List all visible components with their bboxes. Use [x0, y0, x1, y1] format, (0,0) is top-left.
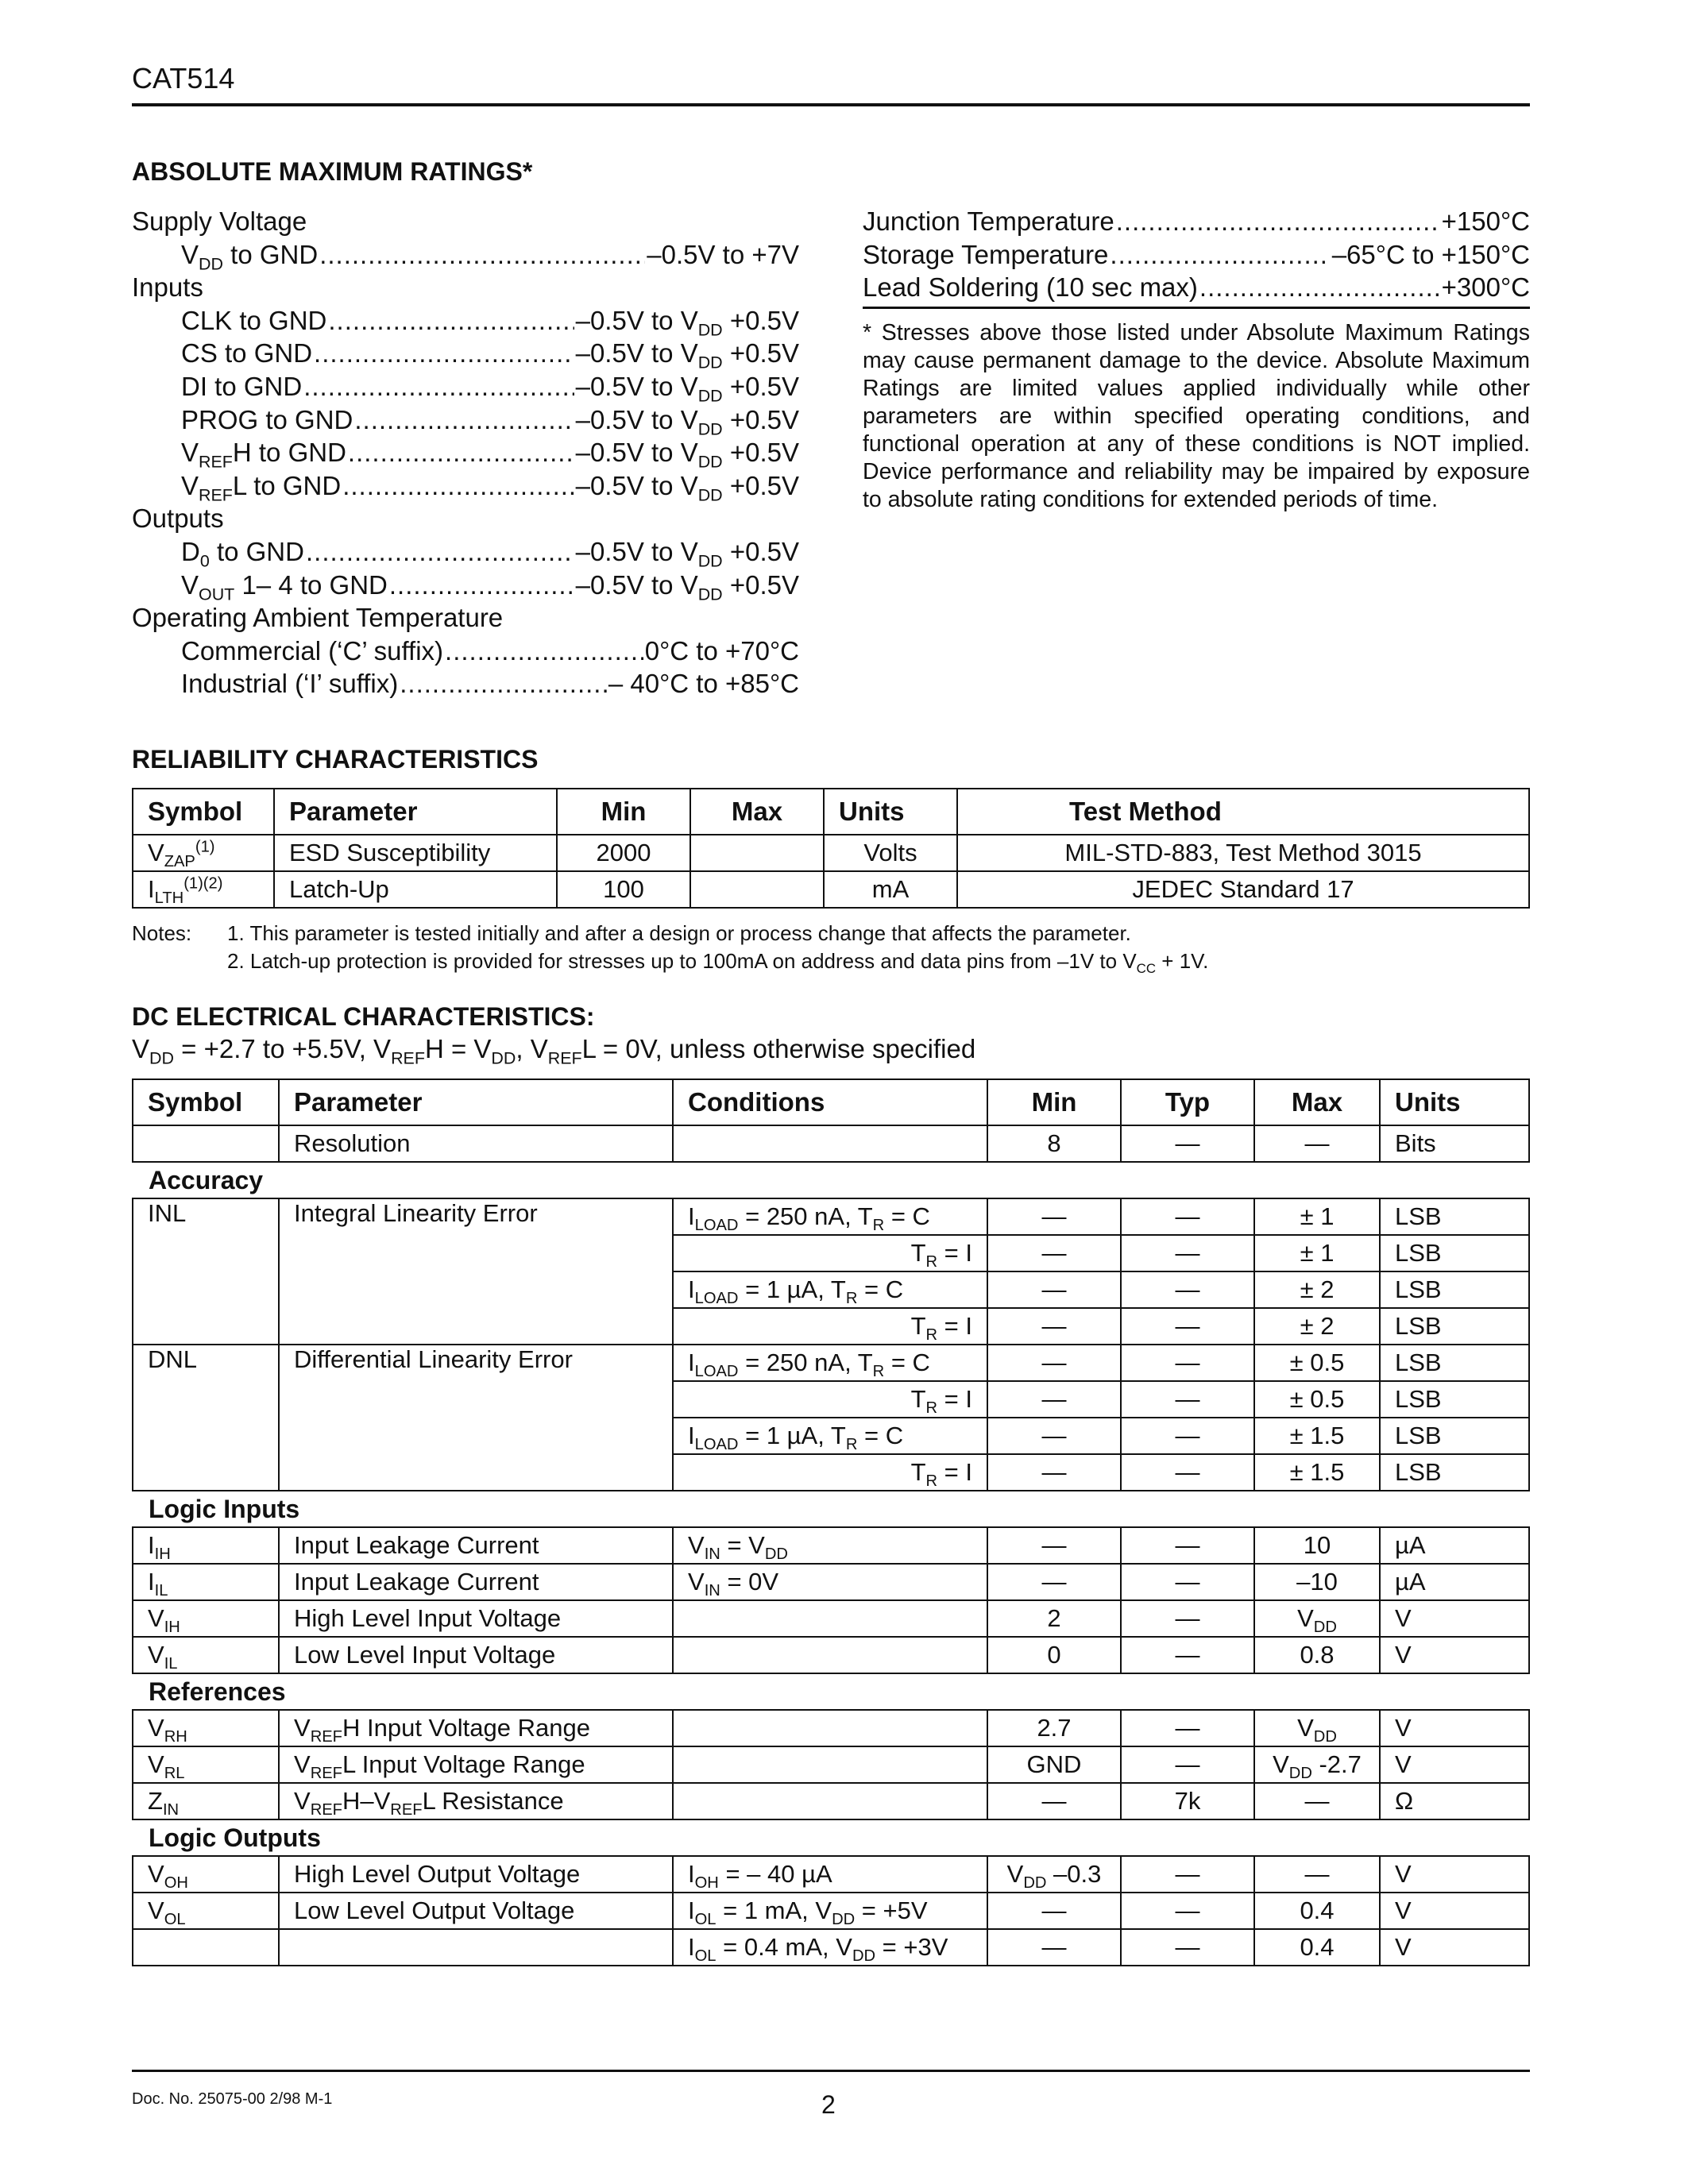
max-cell: ± 2	[1254, 1271, 1380, 1308]
typ-cell: 7k	[1121, 1783, 1254, 1819]
max-cell: –10	[1254, 1564, 1380, 1600]
units-cell: V	[1380, 1929, 1529, 1966]
min-cell: —	[987, 1418, 1121, 1454]
rating-row	[132, 238, 799, 272]
units-cell: V	[1380, 1637, 1529, 1673]
rating-value: –0.5V to $V_{DD} +0.5V$	[575, 438, 799, 472]
typ-cell: —	[1121, 1564, 1254, 1600]
typ-cell: —	[1121, 1308, 1254, 1345]
max-cell: 0.4	[1254, 1893, 1380, 1929]
units-cell: V	[1380, 1893, 1529, 1929]
leader-dots	[328, 304, 574, 338]
group-accuracy	[133, 1162, 1529, 1198]
symbol-cell: $V_{OH}$	[133, 1856, 279, 1893]
conditions-cell	[673, 1125, 987, 1162]
rating-label: $V_{REF}L$ to GND	[181, 470, 342, 505]
max-cell: ± 0.5	[1254, 1381, 1380, 1418]
conditions-cell: $T_R = I$	[673, 1381, 987, 1418]
reliability-notes	[132, 920, 1208, 975]
leader-dots	[306, 535, 574, 569]
table-row	[133, 1746, 1529, 1783]
typ-cell: —	[1121, 1454, 1254, 1491]
rating-row	[132, 635, 799, 668]
group-logic-outputs	[133, 1819, 1529, 1856]
leader-dots	[1110, 238, 1330, 272]
group-label: References	[149, 1677, 286, 1706]
rating-row	[132, 667, 799, 700]
rating-row	[863, 238, 1530, 272]
rating-row	[132, 469, 799, 503]
typ-cell: —	[1121, 1746, 1254, 1783]
units-cell: V	[1380, 1600, 1529, 1637]
conditions-cell	[673, 1637, 987, 1673]
parameter-cell: $V_{REF}H-V_{REF}L$ Resistance	[279, 1783, 673, 1819]
group-label: Logic Inputs	[149, 1494, 300, 1523]
rating-value: –0.5V to $V_{DD} +0.5V$	[575, 569, 799, 604]
conditions-cell: $I_{OH}$ = – 40 µA	[673, 1856, 987, 1893]
min-cell: 8	[987, 1125, 1121, 1162]
conditions-cell: $I_{LOAD} = 1$ µA, $T_R = C$	[673, 1418, 987, 1454]
col-min: Min	[557, 789, 690, 835]
typ-cell: —	[1121, 1345, 1254, 1381]
symbol-cell: $V_{IH}$	[133, 1600, 279, 1637]
parameter-cell: Low Level Output Voltage	[279, 1893, 673, 1929]
parameter-cell: ESD Susceptibility	[274, 835, 557, 871]
max-cell: $V_{DD}$ -2.7	[1254, 1746, 1380, 1783]
conditions-cell: $I_{LOAD} = 1$ µA, $T_R = C$	[673, 1271, 987, 1308]
max-cell: 10	[1254, 1527, 1380, 1564]
min-cell: 100	[557, 871, 690, 908]
max-cell: —	[1254, 1125, 1380, 1162]
units-cell: LSB	[1380, 1381, 1529, 1418]
table-row	[133, 1929, 1529, 1966]
page-header-title: CAT514	[132, 62, 235, 95]
col-max: Max	[1254, 1079, 1380, 1125]
typ-cell: —	[1121, 1381, 1254, 1418]
amr-left-list	[132, 205, 799, 700]
units-cell: LSB	[1380, 1454, 1529, 1491]
leader-dots	[445, 635, 643, 668]
min-cell: —	[987, 1235, 1121, 1271]
page-number: 2	[821, 2090, 836, 2119]
rating-label: CS to GND	[181, 338, 313, 369]
rating-label: $V_{OUT}$ 1– 4 to GND	[181, 569, 388, 604]
reliability-table	[132, 788, 1530, 909]
amr-title: ABSOLUTE MAXIMUM RATINGS*	[132, 157, 533, 186]
units-cell: Bits	[1380, 1125, 1529, 1162]
dc-header-row	[133, 1079, 1529, 1125]
min-cell: —	[987, 1454, 1121, 1491]
rating-row	[863, 205, 1530, 238]
table-row	[133, 871, 1529, 908]
min-cell: —	[987, 1527, 1121, 1564]
rating-row	[132, 370, 799, 406]
units-cell: LSB	[1380, 1198, 1529, 1235]
group-references	[133, 1673, 1529, 1710]
leader-dots	[389, 569, 574, 602]
max-cell: ± 1.5	[1254, 1454, 1380, 1491]
max-cell: $V_{DD}$	[1254, 1600, 1380, 1637]
rating-label: Lead Soldering (10 sec max)	[863, 272, 1198, 303]
units-cell: LSB	[1380, 1418, 1529, 1454]
rating-row	[132, 304, 799, 338]
typ-cell: —	[1121, 1418, 1254, 1454]
units-cell: LSB	[1380, 1308, 1529, 1345]
max-cell: —	[1254, 1783, 1380, 1819]
rating-row	[132, 569, 799, 602]
conditions-cell: $T_R = I$	[673, 1454, 987, 1491]
conditions-cell	[673, 1600, 987, 1637]
units-cell: µA	[1380, 1527, 1529, 1564]
min-cell: —	[987, 1271, 1121, 1308]
rating-label: $V_{DD}$ to GND	[181, 239, 319, 274]
col-conditions: Conditions	[673, 1079, 987, 1125]
symbol-cell	[133, 1125, 279, 1162]
leader-dots	[319, 238, 645, 272]
dc-table	[132, 1078, 1530, 1966]
min-cell: —	[987, 1198, 1121, 1235]
max-cell: —	[1254, 1856, 1380, 1893]
conditions-cell: $T_R = I$	[673, 1308, 987, 1345]
rating-value: –0.5V to $V_{DD} +0.5V$	[575, 371, 799, 406]
units-cell: V	[1380, 1746, 1529, 1783]
parameter-cell: Resolution	[279, 1125, 673, 1162]
parameter-cell: Input Leakage Current	[279, 1564, 673, 1600]
units-cell: LSB	[1380, 1235, 1529, 1271]
rating-label: DI to GND	[181, 371, 303, 401]
units-cell: µA	[1380, 1564, 1529, 1600]
method-cell: MIL-STD-883, Test Method 3015	[957, 835, 1529, 871]
rating-row	[132, 535, 799, 569]
max-cell: 0.4	[1254, 1929, 1380, 1966]
min-cell: $V_{DD}$ –0.3	[987, 1856, 1121, 1893]
parameter-cell: Integral Linearity Error	[279, 1198, 673, 1345]
leader-dots	[1199, 271, 1440, 304]
conditions-cell: $I_{OL} = 0.4$ mA, $V_{DD} = +3V$	[673, 1929, 987, 1966]
leader-dots	[1116, 205, 1440, 238]
col-symbol: Symbol	[133, 789, 274, 835]
parameter-cell: High Level Output Voltage	[279, 1856, 673, 1893]
group-logic-inputs	[133, 1491, 1529, 1527]
typ-cell: —	[1121, 1710, 1254, 1746]
notes-label: Notes:	[132, 921, 192, 945]
parameter-cell: Low Level Input Voltage	[279, 1637, 673, 1673]
symbol-cell: $V_{RL}$	[133, 1746, 279, 1783]
typ-cell: —	[1121, 1929, 1254, 1966]
rating-row	[132, 403, 799, 437]
min-cell: —	[987, 1929, 1121, 1966]
min-cell: —	[987, 1345, 1121, 1381]
leader-dots	[348, 436, 574, 469]
parameter-cell: Differential Linearity Error	[279, 1345, 673, 1491]
rating-value: –0.5V to $V_{DD} +0.5V$	[575, 536, 799, 571]
rating-row	[132, 436, 799, 472]
parameter-cell	[279, 1929, 673, 1966]
rating-value: –0.5V to $V_{DD} +0.5V$	[575, 338, 799, 372]
amr-note: * Stresses above those listed under Absolute Maximum Ratings may cause permanent damage to the device. Absolute Maximum Ratings are limited values applied individually while other parameters are within specified operating conditions, and functional operation at any of these conditions is NOT implied. Device performance and reliability may be impaired by exposure to absolute rating conditions for extended periods of time.	[863, 320, 1530, 512]
table-row	[133, 1783, 1529, 1819]
col-units: Units	[1380, 1079, 1529, 1125]
max-cell: ± 1	[1254, 1235, 1380, 1271]
table-row	[133, 1600, 1529, 1637]
rating-label: $V_{REF}H$ to GND	[181, 438, 346, 472]
symbol-cell: $I_{IL}$	[133, 1564, 279, 1600]
units-cell: LSB	[1380, 1345, 1529, 1381]
rating-value: –0.5V to +7V	[647, 239, 799, 269]
symbol-cell: $V_{IL}$	[133, 1637, 279, 1673]
table-row	[133, 1564, 1529, 1600]
rating-row	[132, 337, 799, 370]
units-cell: Ω	[1380, 1783, 1529, 1819]
col-symbol: Symbol	[133, 1079, 279, 1125]
symbol-cell: $Z_{IN}$	[133, 1783, 279, 1819]
col-test-method: Test Method	[957, 789, 1529, 835]
rating-value: +300°C	[1441, 272, 1530, 303]
units-cell: V	[1380, 1856, 1529, 1893]
typ-cell: —	[1121, 1637, 1254, 1673]
conditions-cell: $I_{LOAD} = 250$ nA, $T_R = C$	[673, 1345, 987, 1381]
max-cell: ± 1	[1254, 1198, 1380, 1235]
symbol-cell: $V_{OL}$	[133, 1893, 279, 1929]
typ-cell: —	[1121, 1893, 1254, 1929]
table-row	[133, 1125, 1529, 1162]
reliability-header-row	[133, 789, 1529, 835]
units-cell: mA	[824, 871, 957, 908]
rating-value: –0.5V to $V_{DD} +0.5V$	[575, 305, 799, 340]
rating-value: –65°C to +150°C	[1331, 239, 1530, 269]
parameter-cell: $V_{REF}H$ Input Voltage Range	[279, 1710, 673, 1746]
group-label: Accuracy	[149, 1165, 264, 1194]
parameter-cell: Input Leakage Current	[279, 1527, 673, 1564]
min-cell: —	[987, 1564, 1121, 1600]
conditions-cell: $I_{OL} = 1$ mA, $V_{DD} = +5V$	[673, 1893, 987, 1929]
table-row	[133, 1710, 1529, 1746]
parameter-cell: High Level Input Voltage	[279, 1600, 673, 1637]
symbol-cell: $V_{RH}$	[133, 1710, 279, 1746]
col-typ: Typ	[1121, 1079, 1254, 1125]
rating-value: –0.5V to $V_{DD} +0.5V$	[575, 470, 799, 505]
conditions-cell: $V_{IN} = V_{DD}$	[673, 1527, 987, 1564]
table-row	[133, 1856, 1529, 1893]
units-cell: Volts	[824, 835, 957, 871]
col-min: Min	[987, 1079, 1121, 1125]
conditions-cell: $T_R = I$	[673, 1235, 987, 1271]
conditions-cell	[673, 1783, 987, 1819]
table-row	[133, 1527, 1529, 1564]
rating-value: +150°C	[1441, 206, 1530, 236]
rating-label: Industrial (‘I’ suffix)	[181, 669, 399, 699]
footer-rule	[132, 2070, 1530, 2072]
conditions-cell	[673, 1710, 987, 1746]
rating-label: $D_0$ to GND	[181, 536, 304, 571]
typ-cell: —	[1121, 1856, 1254, 1893]
typ-cell: —	[1121, 1527, 1254, 1564]
note-1: 1. This parameter is tested initially and after a design or process change that affects the parameter.	[227, 921, 1131, 945]
typ-cell: —	[1121, 1125, 1254, 1162]
leader-dots	[400, 667, 607, 700]
max-cell	[690, 871, 824, 908]
leader-dots	[342, 469, 574, 503]
min-cell: —	[987, 1308, 1121, 1345]
min-cell: 2.7	[987, 1710, 1121, 1746]
leader-dots	[303, 370, 574, 403]
dc-title: DC ELECTRICAL CHARACTERISTICS:	[132, 1002, 595, 1031]
typ-cell: —	[1121, 1235, 1254, 1271]
rating-group-label: Outputs	[132, 504, 224, 534]
min-cell: —	[987, 1381, 1121, 1418]
rating-group-label: Inputs	[132, 272, 203, 303]
rating-group-label: Operating Ambient Temperature	[132, 603, 504, 633]
col-max: Max	[690, 789, 824, 835]
min-cell: 0	[987, 1637, 1121, 1673]
parameter-cell: Latch-Up	[274, 871, 557, 908]
dc-subtitle: $V_{DD} = +2.7$ to +5.5V, $V_{REF}H = V_{DD}$, $V_{REF}L = 0V$, unless otherwise specified	[132, 1034, 976, 1068]
min-cell: —	[987, 1893, 1121, 1929]
rating-label: PROG to GND	[181, 404, 353, 434]
typ-cell: —	[1121, 1271, 1254, 1308]
footer-doc-number: Doc. No. 25075-00 2/98 M-1	[132, 2090, 333, 2108]
parameter-cell: $V_{REF}L$ Input Voltage Range	[279, 1746, 673, 1783]
max-cell: ± 1.5	[1254, 1418, 1380, 1454]
max-cell	[690, 835, 824, 871]
rating-value: 0°C to +70°C	[644, 635, 799, 666]
rating-label: Storage Temperature	[863, 239, 1109, 269]
rating-group-label: Supply Voltage	[132, 206, 307, 236]
reliability-title: RELIABILITY CHARACTERISTICS	[132, 745, 539, 774]
conditions-cell	[673, 1746, 987, 1783]
max-cell: ± 2	[1254, 1308, 1380, 1345]
symbol-cell: DNL	[133, 1345, 279, 1491]
rating-value: – 40°C to +85°C	[608, 669, 799, 699]
max-cell: ± 0.5	[1254, 1345, 1380, 1381]
note-2: 2. Latch-up protection is provided for stresses up to 100mA on address and data pins from –1V to $V_{CC} + 1V$.	[227, 949, 1209, 977]
group-label: Logic Outputs	[149, 1823, 321, 1852]
method-cell: JEDEC Standard 17	[957, 871, 1529, 908]
table-row	[133, 1637, 1529, 1673]
typ-cell: —	[1121, 1198, 1254, 1235]
max-cell: $V_{DD}$	[1254, 1710, 1380, 1746]
header-rule	[132, 103, 1530, 106]
table-row	[133, 835, 1529, 871]
rating-row	[863, 271, 1530, 304]
min-cell: 2	[987, 1600, 1121, 1637]
rating-label: Junction Temperature	[863, 206, 1114, 236]
amr-right-list	[863, 205, 1530, 304]
conditions-cell: $I_{LOAD} = 250$ nA, $T_R = C$	[673, 1198, 987, 1235]
table-row	[133, 1345, 1529, 1381]
min-cell: —	[987, 1783, 1121, 1819]
typ-cell: —	[1121, 1600, 1254, 1637]
min-cell: GND	[987, 1746, 1121, 1783]
leader-dots	[354, 403, 574, 437]
rating-label: Commercial (‘C’ suffix)	[181, 635, 444, 666]
units-cell: LSB	[1380, 1271, 1529, 1308]
symbol-cell: $V_{ZAP}^{(1)}$	[133, 835, 274, 871]
symbol-cell: $I_{LTH}^{(1)(2)}$	[133, 871, 274, 908]
max-cell: 0.8	[1254, 1637, 1380, 1673]
col-units: Units	[824, 789, 957, 835]
table-row	[133, 1893, 1529, 1929]
table-row	[133, 1198, 1529, 1235]
col-parameter: Parameter	[274, 789, 557, 835]
amr-right-rule	[863, 307, 1530, 309]
rating-value: –0.5V to $V_{DD} +0.5V$	[575, 404, 799, 439]
conditions-cell: $V_{IN} = 0V$	[673, 1564, 987, 1600]
min-cell: 2000	[557, 835, 690, 871]
rating-label: CLK to GND	[181, 305, 327, 335]
units-cell: V	[1380, 1710, 1529, 1746]
leader-dots	[314, 337, 574, 370]
symbol-cell: $I_{IH}$	[133, 1527, 279, 1564]
symbol-cell	[133, 1929, 279, 1966]
symbol-cell: INL	[133, 1198, 279, 1345]
col-parameter: Parameter	[279, 1079, 673, 1125]
